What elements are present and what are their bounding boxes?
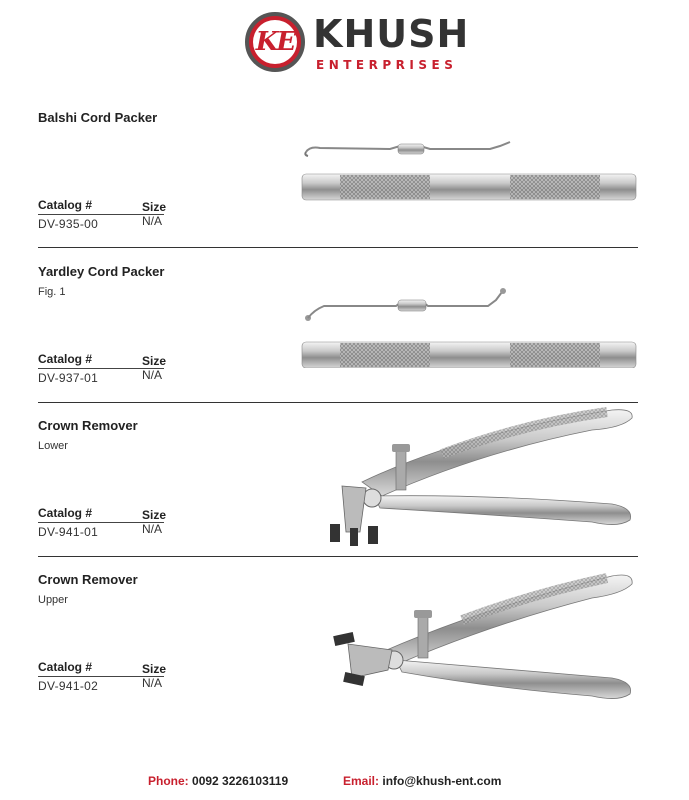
product-subtitle: Upper: [38, 594, 68, 606]
product-subtitle: Fig. 1: [38, 286, 66, 298]
brand-tagline: ENTERPRISES: [316, 58, 458, 72]
email-block: [343, 774, 501, 788]
logo-mark: KE: [255, 27, 295, 57]
size-header: Size: [142, 200, 167, 214]
cord-packer-image: [300, 286, 640, 368]
product-title: Crown Remover: [38, 418, 138, 433]
logo-emblem: [245, 12, 305, 72]
size-value: N/A: [142, 676, 163, 690]
catalog-number: DV-941-01: [38, 525, 99, 539]
catalog-header: Catalog #: [38, 506, 93, 520]
size-value: N/A: [142, 214, 163, 228]
crown-remover-image: [322, 404, 638, 549]
cord-packer-image: [300, 136, 640, 211]
catalog-number: DV-937-01: [38, 371, 99, 385]
catalog-header: Catalog #: [38, 660, 93, 674]
email-address[interactable]: info@khush-ent.com: [382, 774, 502, 788]
catalog-number: DV-941-02: [38, 679, 99, 693]
email-label: Email:: [343, 774, 380, 788]
catalog-header: Catalog #: [38, 352, 93, 366]
product-subtitle: Lower: [38, 440, 68, 452]
size-header: Size: [142, 662, 167, 676]
section-divider: [38, 556, 638, 557]
size-value: N/A: [142, 522, 163, 536]
size-header: Size: [142, 354, 167, 368]
product-title: Yardley Cord Packer: [38, 264, 165, 279]
phone-label: Phone:: [148, 774, 189, 788]
section-divider: [38, 247, 638, 248]
size-value: N/A: [142, 368, 163, 382]
size-header: Size: [142, 508, 167, 522]
section-divider: [38, 402, 638, 403]
brand-logo: [241, 10, 470, 80]
brand-name: KHUSH: [313, 12, 470, 56]
phone-block: [148, 774, 288, 788]
product-title: Balshi Cord Packer: [38, 110, 158, 125]
crown-remover-image: [322, 568, 638, 708]
product-title: Crown Remover: [38, 572, 138, 587]
catalog-header: Catalog #: [38, 198, 93, 212]
phone-number[interactable]: 0092 3226103119: [192, 774, 289, 788]
catalog-number: DV-935-00: [38, 217, 99, 231]
